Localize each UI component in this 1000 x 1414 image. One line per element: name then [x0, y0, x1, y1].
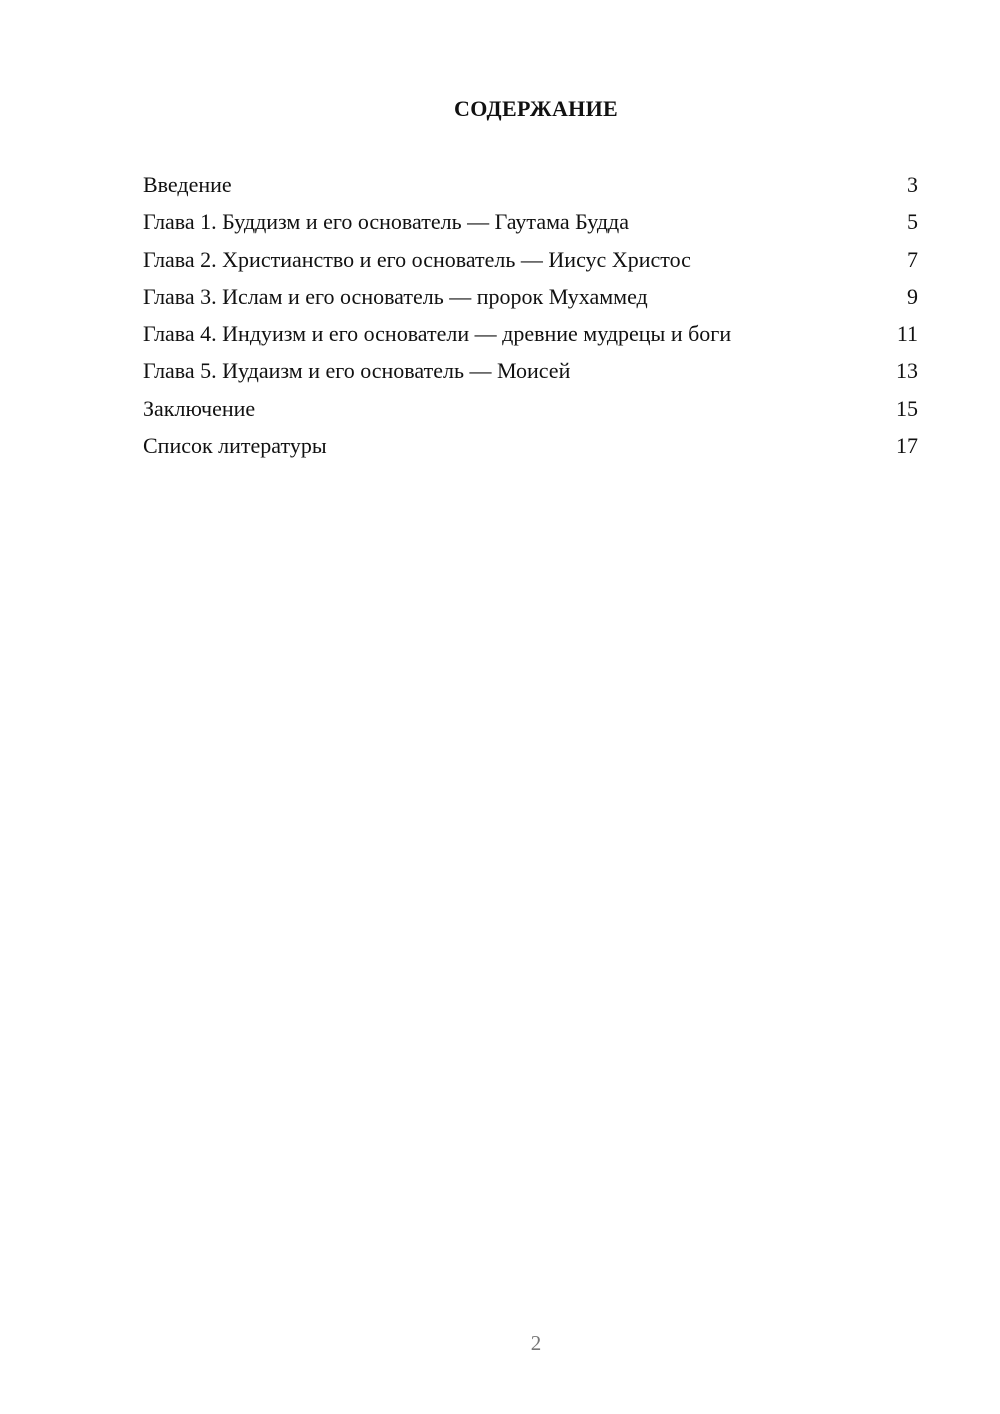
toc-list: [143, 166, 918, 464]
toc-entry-page: 7: [907, 246, 918, 272]
toc-entry-conclusion[interactable]: [143, 390, 918, 427]
toc-entry-page: 11: [896, 321, 918, 347]
toc-title: СОДЕРЖАНИЕ: [454, 96, 618, 121]
toc-entry-page: 17: [896, 433, 918, 459]
page-number: 2: [530, 1331, 542, 1355]
toc-entry-chapter-5[interactable]: [143, 352, 918, 389]
toc-entry-label: Глава 4. Индуизм и его основатели — древние мудрецы и боги: [143, 321, 732, 347]
toc-entry-page: 13: [896, 358, 918, 384]
toc-entry-page: 15: [896, 395, 918, 421]
toc-entry-chapter-1[interactable]: [143, 203, 918, 240]
toc-entry-page: 9: [907, 283, 918, 309]
toc-entry-introduction[interactable]: [143, 166, 918, 203]
toc-entry-chapter-2[interactable]: [143, 241, 918, 278]
toc-entry-label: Глава 3. Ислам и его основатель — пророк Мухаммед: [143, 283, 648, 309]
toc-entry-label: Глава 1. Буддизм и его основатель — Гаутама Будда: [143, 209, 629, 235]
toc-entry-chapter-3[interactable]: [143, 278, 918, 315]
toc-entry-label: Список литературы: [143, 433, 327, 459]
toc-entry-label: Заключение: [143, 395, 256, 421]
toc-entry-label: Введение: [143, 172, 232, 197]
toc-entry-bibliography[interactable]: [143, 427, 918, 464]
toc-entry-chapter-4[interactable]: [143, 315, 918, 352]
toc-entry-label: Глава 2. Христианство и его основатель — Иисус Христос: [143, 246, 691, 272]
toc-entry-page: 5: [907, 209, 918, 235]
toc-entry-page: 3: [907, 172, 918, 197]
toc-entry-label: Глава 5. Иудаизм и его основатель — Моисей: [143, 358, 571, 384]
